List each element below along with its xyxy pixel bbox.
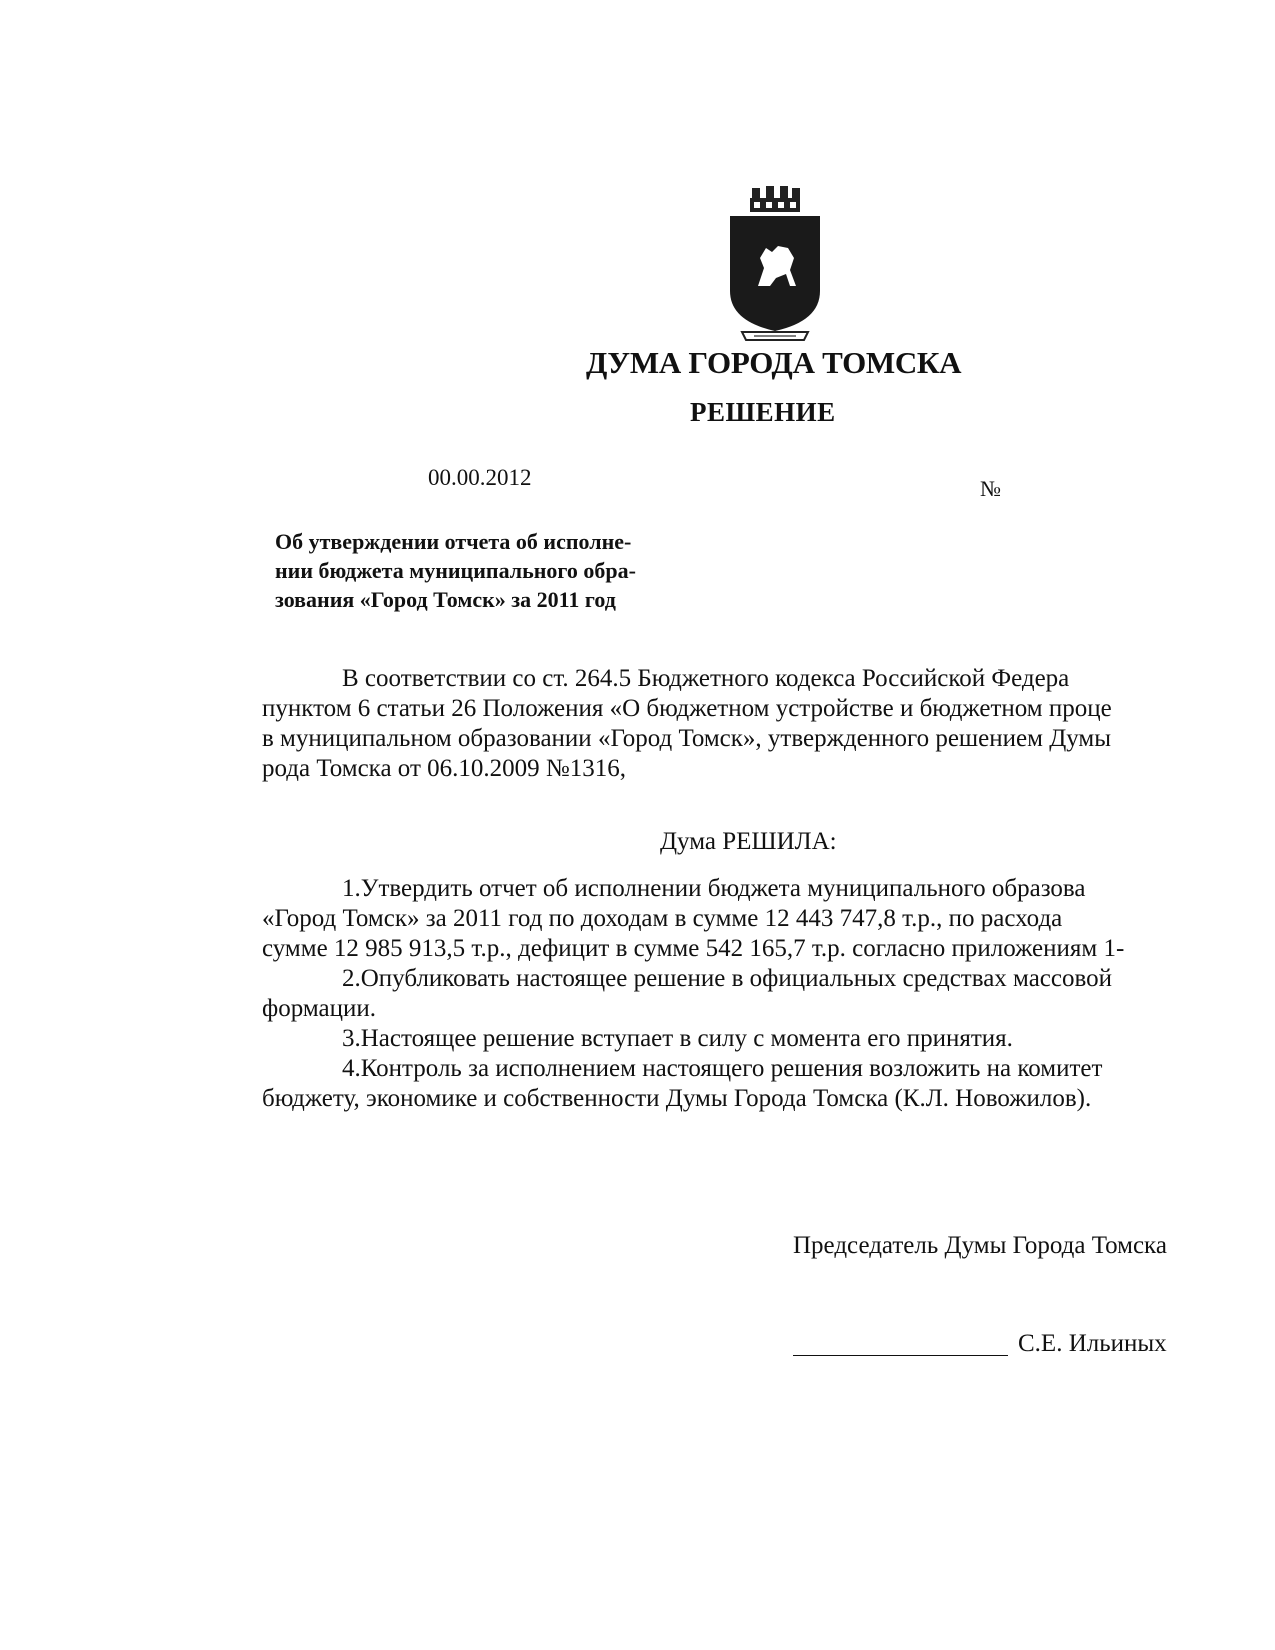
text-line: формации. [262,995,376,1022]
resolution-points [262,874,1275,1114]
text-line: сумме 12 985 913,5 т.р., дефицит в сумме 542 165,7 т.р. согласно приложениям 1- [262,935,1125,962]
signatory-position: Председатель Думы Города Томска [793,1232,1167,1259]
text-line: рода Томска от 06.10.2009 №1316, [262,755,626,782]
subject-line: зования «Город Томск» за 2011 год [275,587,616,612]
text-line: 2.Опубликовать настоящее решение в официальных средствах массовой [342,965,1112,992]
document-number: № [980,476,1001,501]
text-line: в муниципальном образовании «Город Томск», утвержденного решением Думы [262,725,1112,752]
text-line: пунктом 6 статьи 26 Положения «О бюджетном устройстве и бюджетном проце [262,695,1112,722]
signature-line [793,1355,1008,1356]
text-line: 1.Утвердить отчет об исполнении бюджета муниципального образова [342,875,1086,902]
text-line: «Город Томск» за 2011 год по доходам в сумме 12 443 747,8 т.р., по расхода [262,905,1063,932]
signatory-name: С.Е. Ильиных [1018,1330,1167,1357]
subject-line: Об утверждении отчета об исполне- [275,529,632,554]
subject-line: нии бюджета муниципального обра- [275,558,636,583]
text-line: 3.Настоящее решение вступает в силу с момента его принятия. [342,1025,1013,1052]
document-type: РЕШЕНИЕ [690,397,836,427]
council-title: ДУМА ГОРОДА ТОМСКА [586,345,962,380]
coat-of-arms-emblem [720,186,830,346]
document-date: 00.00.2012 [428,465,532,490]
text-line: В соответствии со ст. 264.5 Бюджетного кодекса Российской Федера [342,665,1070,692]
preamble-paragraph [262,664,1275,784]
crown-icon [750,186,800,212]
text-line: бюджету, экономике и собственности Думы Города Томска (К.Л. Новожилов). [262,1085,1092,1112]
resolution-heading: Дума РЕШИЛА: [660,828,837,855]
text-line: 4.Контроль за исполнением настоящего решения возложить на комитет [342,1055,1103,1082]
document-subject [275,527,705,614]
